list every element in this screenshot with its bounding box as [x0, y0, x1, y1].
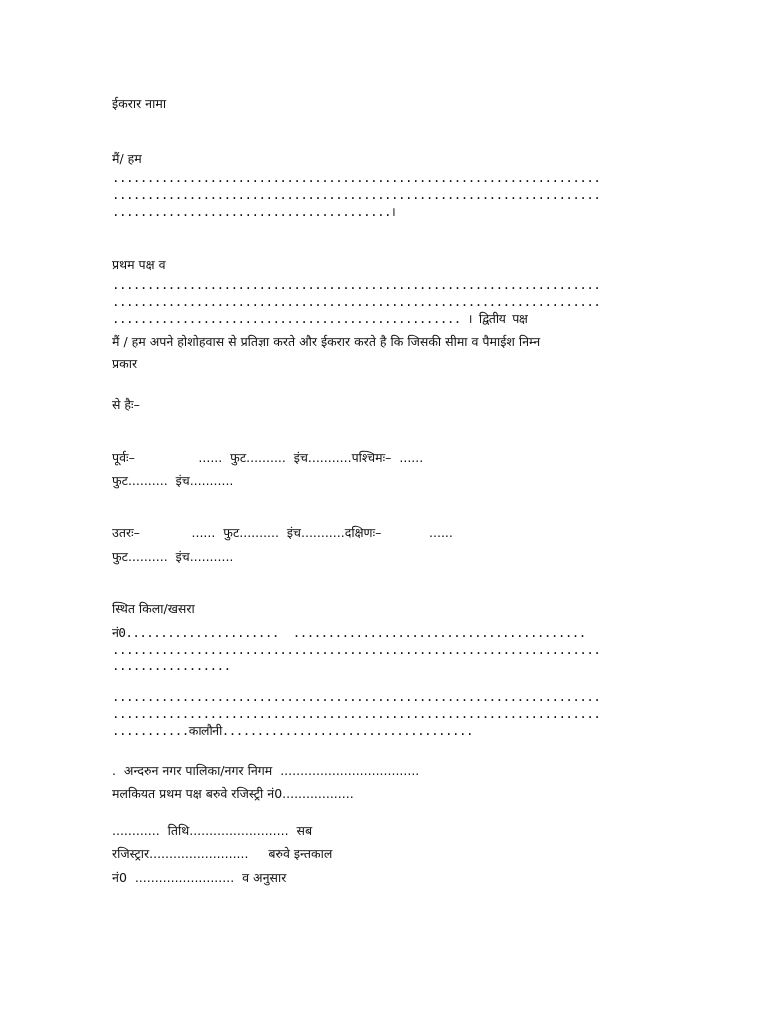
registry-line: नं0 ......................... व अनुसार: [112, 870, 287, 885]
khasra-label: स्थित किला/खसरा: [112, 601, 195, 616]
boundary-north-south: फुट.......... इंच...........: [112, 549, 234, 564]
khasra-blank-line: ......................................................................: [112, 689, 601, 704]
khasra-blank-line: ......................................................................: [112, 706, 601, 721]
boundary-east-west: पूर्वः– ...... फुट.......... इंच...........पश्चिमः– ......: [112, 450, 424, 465]
registry-line: रजिस्ट्रार......................... बरुवे इन्तकाल: [112, 846, 333, 861]
registry-line: मलकियत प्रथम पक्ष बरुवे रजिस्ट्री नं0..................: [112, 786, 354, 801]
khasra-blank-line: नं0...................... ..........................................: [112, 625, 586, 640]
registry-line: . अन्दरुन नगर पालिका/नगर निगम ...................................: [112, 763, 420, 778]
oath-text: से हैः–: [112, 397, 140, 412]
document-title: ईकरार नामा: [112, 96, 167, 111]
registry-line: ............ तिथि......................... सब: [112, 823, 313, 838]
party-two-blank-line: .................................................. । द्वितीय पक्ष: [112, 311, 528, 326]
party-two-blank-line: ......................................................................: [112, 294, 601, 309]
oath-text: मैं / हम अपने होशोहवास से प्रतिज्ञा करते और ईकरार करते है कि जिसकी सीमा व पैमाईश निम्न: [112, 334, 541, 349]
boundary-east-west: फुट.......... इंच...........: [112, 473, 234, 488]
party-one-blank-line: ......................................................................: [112, 170, 601, 185]
party-one-lead: मैं/ हम: [112, 151, 142, 166]
oath-text: प्रकार: [112, 356, 138, 371]
khasra-blank-line: .................: [112, 658, 231, 673]
boundary-north-south: उतरः– ...... फुट.......... इंच...........दक्षिणः– ......: [112, 525, 453, 540]
party-one-blank-line: ......................................................................: [112, 187, 601, 202]
party-one-blank-line: ........................................।: [112, 204, 396, 219]
party-two-blank-line: ......................................................................: [112, 277, 601, 292]
colony-line: ...........कालौनी....................................: [112, 723, 473, 738]
party-two-lead: प्रथम पक्ष व: [112, 257, 166, 272]
khasra-blank-line: ......................................................................: [112, 642, 601, 657]
